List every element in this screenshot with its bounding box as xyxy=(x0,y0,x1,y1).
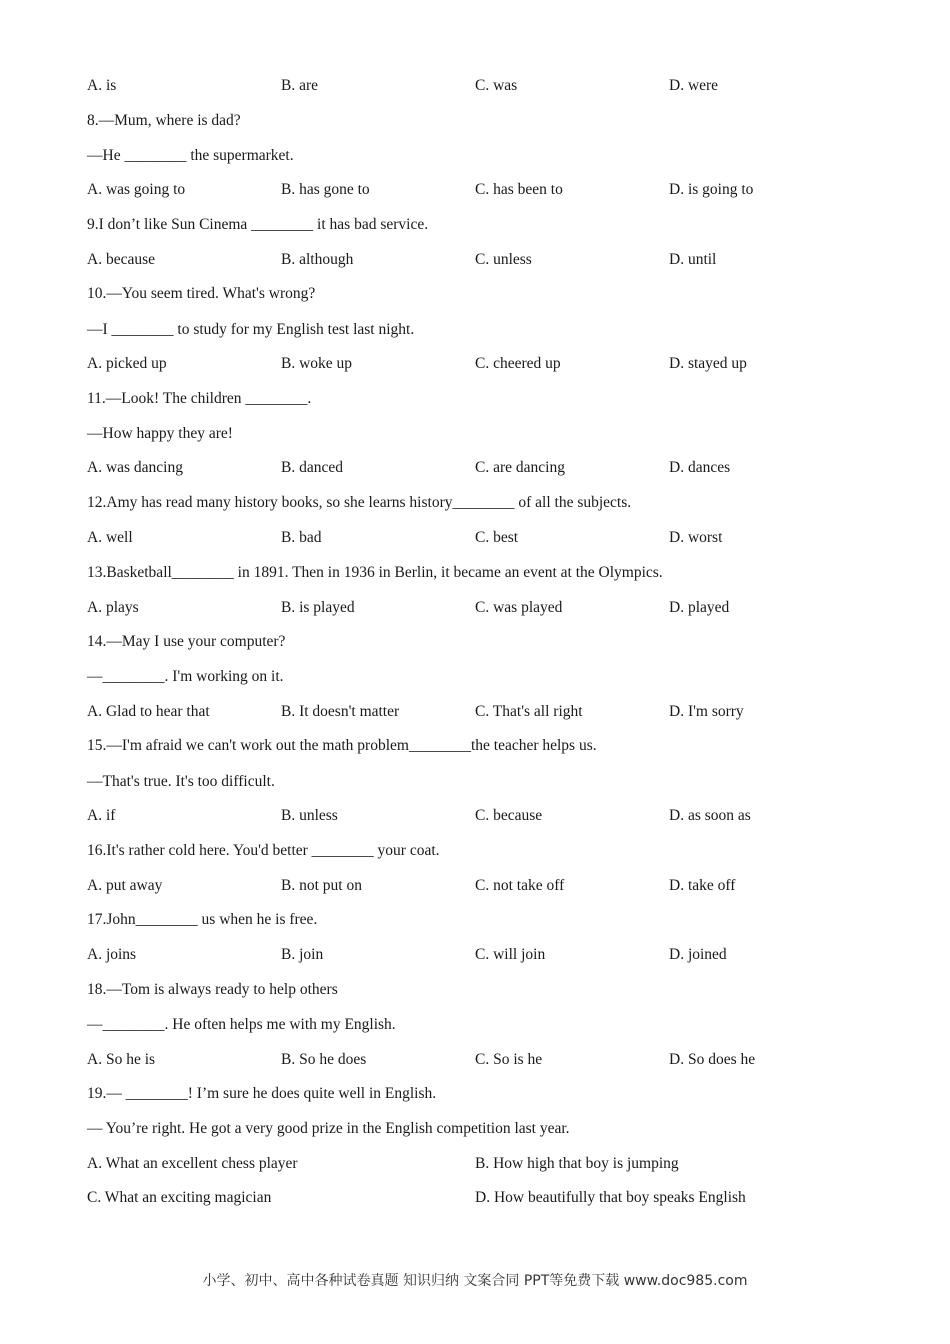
q17-option-b: B. join xyxy=(281,946,324,963)
q9-option-a: A. because xyxy=(87,251,155,268)
q9-option-c: C. unless xyxy=(475,251,532,268)
q8-stem: 8.—Mum, where is dad? xyxy=(87,112,241,129)
q16-option-b: B. not put on xyxy=(281,877,362,894)
q18-stem: 18.—Tom is always ready to help others xyxy=(87,981,338,998)
q13-option-c: C. was played xyxy=(475,599,563,616)
q9-options xyxy=(87,250,867,270)
page-footer: 小学、初中、高中各种试卷真题 知识归纳 文案合同 PPT等免费下载 www.doc985.com xyxy=(202,1273,748,1289)
q19-options-row1 xyxy=(87,1154,867,1174)
q7-options xyxy=(87,76,867,96)
q11-option-a: A. was dancing xyxy=(87,459,183,476)
q10-stem: 10.—You seem tired. What's wrong? xyxy=(87,285,316,302)
q13-options xyxy=(87,598,867,618)
q7-option-b: B. are xyxy=(281,77,319,94)
q8-options xyxy=(87,180,867,200)
q15-option-d: D. as soon as xyxy=(669,807,751,824)
q11-option-b: B. danced xyxy=(281,459,343,476)
q19-options-row2 xyxy=(87,1188,867,1208)
q9-option-d: D. until xyxy=(669,251,717,268)
q12-option-c: C. best xyxy=(475,529,519,546)
q16-stem: 16.It's rather cold here. You'd better ________ your coat. xyxy=(87,842,440,859)
q17-option-a: A. joins xyxy=(87,946,137,963)
q8-option-a: A. was going to xyxy=(87,181,186,198)
q13-option-b: B. is played xyxy=(281,599,355,616)
q16-options xyxy=(87,876,867,896)
q18-option-c: C. So is he xyxy=(475,1051,543,1068)
q17-option-c: C. will join xyxy=(475,946,546,963)
q8-option-c: C. has been to xyxy=(475,181,563,198)
q11-line2: —How happy they are! xyxy=(87,425,233,442)
q7-option-d: D. were xyxy=(669,77,719,94)
q19-option-b: B. How high that boy is jumping xyxy=(475,1155,679,1172)
q15-option-c: C. because xyxy=(475,807,543,824)
q10-option-d: D. stayed up xyxy=(669,355,747,372)
q17-stem: 17.John________ us when he is free. xyxy=(87,911,318,928)
q14-stem: 14.—May I use your computer? xyxy=(87,633,286,650)
q18-line2: —________. He often helps me with my English. xyxy=(87,1016,396,1033)
q18-options xyxy=(87,1050,867,1070)
q15-line2: —That's true. It's too difficult. xyxy=(87,773,275,790)
q15-options xyxy=(87,806,867,826)
q10-line2: —I ________ to study for my English test last night. xyxy=(87,321,415,338)
q18-option-a: A. So he is xyxy=(87,1051,156,1068)
q14-option-b: B. It doesn't matter xyxy=(281,703,400,720)
q10-option-c: C. cheered up xyxy=(475,355,561,372)
q13-option-d: D. played xyxy=(669,599,730,616)
q14-line2: —________. I'm working on it. xyxy=(87,668,284,685)
q12-options xyxy=(87,528,867,548)
q14-option-c: C. That's all right xyxy=(475,703,583,720)
q14-option-a: A. Glad to hear that xyxy=(87,703,210,720)
q11-option-c: C. are dancing xyxy=(475,459,565,476)
q12-option-a: A. well xyxy=(87,529,133,546)
q9-stem: 9.I don’t like Sun Cinema ________ it has bad service. xyxy=(87,216,429,233)
q12-stem: 12.Amy has read many history books, so she learns history________ of all the subjects. xyxy=(87,494,632,511)
q13-option-a: A. plays xyxy=(87,599,139,616)
q8-line2: —He ________ the supermarket. xyxy=(87,147,294,164)
q17-options xyxy=(87,945,867,965)
q8-option-d: D. is going to xyxy=(669,181,754,198)
q12-option-d: D. worst xyxy=(669,529,723,546)
q14-option-d: D. I'm sorry xyxy=(669,703,744,720)
q10-option-b: B. woke up xyxy=(281,355,353,372)
q14-options xyxy=(87,702,867,722)
q7-option-a: A. is xyxy=(87,77,117,94)
q18-option-b: B. So he does xyxy=(281,1051,367,1068)
q10-options xyxy=(87,354,867,374)
q16-option-c: C. not take off xyxy=(475,877,565,894)
q11-stem: 11.—Look! The children ________. xyxy=(87,390,312,407)
q15-stem: 15.—I'm afraid we can't work out the math problem________the teacher helps us. xyxy=(87,737,597,754)
q16-option-d: D. take off xyxy=(669,877,736,894)
q15-option-a: A. if xyxy=(87,807,116,824)
q17-option-d: D. joined xyxy=(669,946,727,963)
q19-stem: 19.— ________! I’m sure he does quite well in English. xyxy=(87,1085,437,1102)
q19-line2: — You’re right. He got a very good prize in the English competition last year. xyxy=(87,1120,570,1137)
q19-option-c: C. What an exciting magician xyxy=(87,1189,272,1206)
q19-option-d: D. How beautifully that boy speaks English xyxy=(475,1189,746,1206)
q16-option-a: A. put away xyxy=(87,877,163,894)
q7-option-c: C. was xyxy=(475,77,518,94)
q10-option-a: A. picked up xyxy=(87,355,167,372)
q19-option-a: A. What an excellent chess player xyxy=(87,1155,298,1172)
q18-option-d: D. So does he xyxy=(669,1051,756,1068)
q12-option-b: B. bad xyxy=(281,529,322,546)
q11-options xyxy=(87,458,867,478)
q13-stem: 13.Basketball________ in 1891. Then in 1936 in Berlin, it became an event at the Olympics. xyxy=(87,564,663,581)
q8-option-b: B. has gone to xyxy=(281,181,370,198)
q15-option-b: B. unless xyxy=(281,807,338,824)
q11-option-d: D. dances xyxy=(669,459,731,476)
q9-option-b: B. although xyxy=(281,251,354,268)
